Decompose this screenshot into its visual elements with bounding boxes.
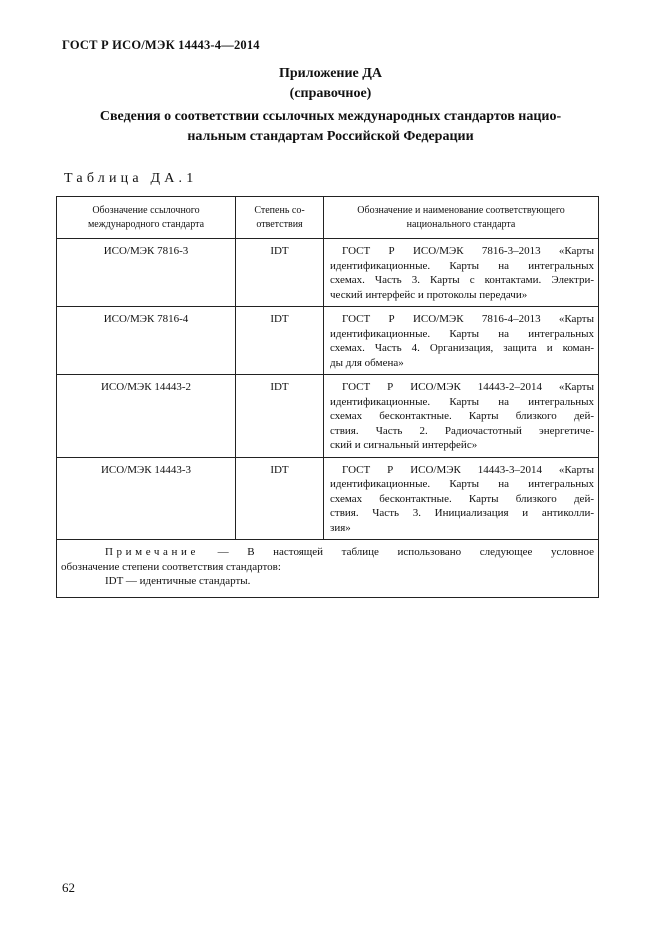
- header-line: ответствия: [256, 219, 303, 230]
- international-standard-cell: ИСО/МЭК 14443-2: [57, 375, 236, 458]
- appendix-subtitle: (справочное): [289, 86, 372, 101]
- note-line: обозначение степени соответствия стандартов:: [61, 560, 281, 573]
- national-standard-line: схемах бесконтактные. Карты близкого дей-: [330, 410, 594, 422]
- national-standard-line: зия»: [330, 521, 351, 534]
- note-line: [61, 545, 594, 560]
- national-standard-line: ствия. Часть 2. Радиочастотный энергетиче-: [330, 424, 594, 437]
- national-standard-cell: [324, 239, 599, 307]
- national-standard-line: схемах. Часть 4. Организация, защита и коман-: [330, 342, 594, 354]
- national-standard-line: ГОСТ Р ИСО/МЭК 7816-4–2013 «Карты: [342, 313, 594, 325]
- table-row: [57, 307, 599, 375]
- document-header: ГОСТ Р ИСО/МЭК 14443-4—2014: [62, 38, 260, 52]
- table-caption: Таблица ДА.1: [64, 171, 198, 186]
- national-standard-line: идентификационные. Карты на интегральных: [330, 259, 594, 272]
- table-header-row: [57, 197, 599, 239]
- table-row: [57, 239, 599, 307]
- header-line: Степень со-: [254, 205, 305, 216]
- degree-cell: IDT: [236, 239, 324, 307]
- national-standard-cell: [324, 457, 599, 540]
- national-standard-line: схемах. Часть 3. Карты с контактами. Электри-: [330, 274, 594, 286]
- degree-cell: IDT: [236, 307, 324, 375]
- table-row: [57, 375, 599, 458]
- degree-cell: IDT: [236, 457, 324, 540]
- national-standard-cell: [324, 375, 599, 458]
- appendix-heading-line: Сведения о соответствии ссылочных международных стандартов нацио-: [99, 109, 562, 124]
- national-standard-line: ГОСТ Р ИСО/МЭК 14443-3–2014 «Карты: [342, 463, 594, 476]
- appendix-heading-line: нальным стандартам Российской Федерации: [187, 129, 474, 144]
- degree-cell: IDT: [236, 375, 324, 458]
- international-standard-cell: ИСО/МЭК 7816-3: [57, 239, 236, 307]
- appendix-heading: [0, 107, 661, 147]
- national-standard-line: идентификационные. Карты на интегральных: [330, 478, 594, 490]
- note-text: — В настоящей таблице использовано следующее условное: [198, 546, 594, 558]
- table-row: [57, 457, 599, 540]
- national-standard-line: идентификационные. Карты на интегральных: [330, 327, 594, 340]
- international-standard-cell: ИСО/МЭК 14443-3: [57, 457, 236, 540]
- table-note-row: [57, 540, 599, 598]
- national-standard-line: ГОСТ Р ИСО/МЭК 14443-2–2014 «Карты: [342, 381, 594, 393]
- table-note: [57, 540, 599, 598]
- header-line: Обозначение и наименование соответствующего: [357, 205, 565, 216]
- column-header-degree: [236, 197, 324, 239]
- note-line: IDT — идентичные стандарты.: [105, 575, 251, 587]
- note-label: Примечание: [105, 546, 199, 558]
- header-line: Обозначение ссылочного: [92, 205, 200, 216]
- national-standard-line: схемах бесконтактные. Карты близкого дей-: [330, 492, 594, 505]
- page-number: 62: [62, 880, 75, 895]
- appendix-title: Приложение ДА: [278, 66, 383, 81]
- national-standard-line: ский и сигнальный интерфейс»: [330, 439, 478, 451]
- national-standard-line: ческий интерфейс и протоколы передачи»: [330, 288, 528, 301]
- national-standard-line: ды для обмена»: [330, 356, 404, 369]
- correspondence-table: [56, 196, 599, 598]
- international-standard-cell: ИСО/МЭК 7816-4: [57, 307, 236, 375]
- national-standard-cell: [324, 307, 599, 375]
- column-header-national: [324, 197, 599, 239]
- national-standard-line: ГОСТ Р ИСО/МЭК 7816-3–2013 «Карты: [342, 245, 594, 257]
- national-standard-line: идентификационные. Карты на интегральных: [330, 395, 594, 408]
- national-standard-line: ствия. Часть 3. Инициализация и антиколли-: [330, 507, 594, 519]
- header-line: международного стандарта: [87, 219, 205, 230]
- column-header-international: [57, 197, 236, 239]
- header-line: национального стандарта: [406, 219, 516, 230]
